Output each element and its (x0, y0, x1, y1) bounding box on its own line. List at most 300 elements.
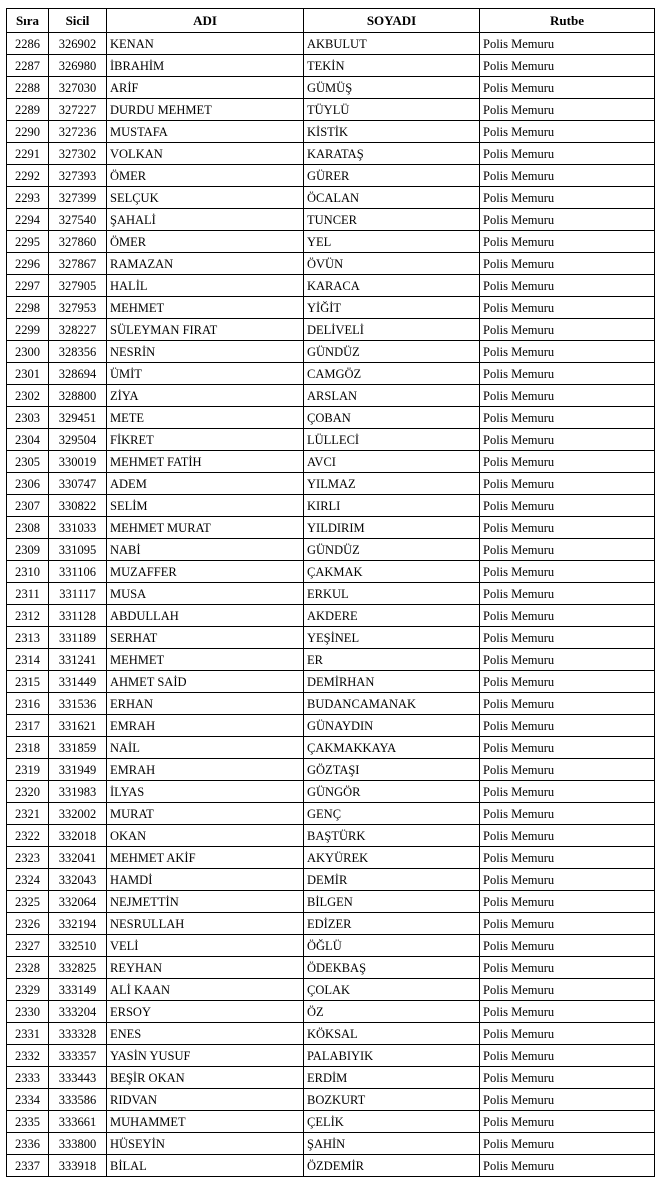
cell-soyadi: KÖKSAL (304, 1023, 480, 1045)
cell-sicil: 332825 (49, 957, 107, 979)
table-header-row (7, 9, 655, 33)
cell-rutbe: Polis Memuru (480, 957, 655, 979)
cell-soyadi: ÖZDEMİR (304, 1155, 480, 1177)
cell-sira: 2298 (7, 297, 49, 319)
cell-sicil: 331117 (49, 583, 107, 605)
cell-sira: 2301 (7, 363, 49, 385)
cell-soyadi: YILDIRIM (304, 517, 480, 539)
cell-soyadi: TUNCER (304, 209, 480, 231)
table-row (7, 847, 655, 869)
table-row (7, 869, 655, 891)
cell-soyadi: GÖZTAŞI (304, 759, 480, 781)
cell-sicil: 326980 (49, 55, 107, 77)
cell-rutbe: Polis Memuru (480, 561, 655, 583)
cell-sira: 2297 (7, 275, 49, 297)
table-row (7, 891, 655, 913)
cell-sira: 2335 (7, 1111, 49, 1133)
cell-rutbe: Polis Memuru (480, 1111, 655, 1133)
cell-rutbe: Polis Memuru (480, 143, 655, 165)
cell-soyadi: KİSTİK (304, 121, 480, 143)
cell-sicil: 331189 (49, 627, 107, 649)
cell-adi: MUSA (107, 583, 304, 605)
cell-rutbe: Polis Memuru (480, 121, 655, 143)
cell-sicil: 332064 (49, 891, 107, 913)
cell-sicil: 333800 (49, 1133, 107, 1155)
cell-sicil: 327860 (49, 231, 107, 253)
table-row (7, 495, 655, 517)
cell-adi: NEJMETTİN (107, 891, 304, 913)
cell-sira: 2290 (7, 121, 49, 143)
cell-rutbe: Polis Memuru (480, 649, 655, 671)
table-row (7, 1089, 655, 1111)
table-row (7, 1111, 655, 1133)
table-row (7, 1023, 655, 1045)
cell-adi: SELİM (107, 495, 304, 517)
cell-rutbe: Polis Memuru (480, 891, 655, 913)
cell-rutbe: Polis Memuru (480, 99, 655, 121)
cell-soyadi: GÜNAYDIN (304, 715, 480, 737)
table-row (7, 1001, 655, 1023)
cell-sicil: 333443 (49, 1067, 107, 1089)
cell-sicil: 327393 (49, 165, 107, 187)
cell-sira: 2294 (7, 209, 49, 231)
cell-sicil: 332002 (49, 803, 107, 825)
cell-adi: ERHAN (107, 693, 304, 715)
cell-sira: 2289 (7, 99, 49, 121)
cell-sira: 2324 (7, 869, 49, 891)
table-row (7, 99, 655, 121)
table-row (7, 627, 655, 649)
cell-adi: ERSOY (107, 1001, 304, 1023)
cell-rutbe: Polis Memuru (480, 1045, 655, 1067)
personnel-table (6, 8, 655, 1177)
cell-soyadi: ÖDEKBAŞ (304, 957, 480, 979)
cell-sira: 2304 (7, 429, 49, 451)
cell-sira: 2323 (7, 847, 49, 869)
cell-sicil: 332510 (49, 935, 107, 957)
table-row (7, 275, 655, 297)
cell-soyadi: ÇELİK (304, 1111, 480, 1133)
cell-sira: 2287 (7, 55, 49, 77)
cell-adi: HALİL (107, 275, 304, 297)
cell-sira: 2308 (7, 517, 49, 539)
cell-soyadi: ERKUL (304, 583, 480, 605)
cell-rutbe: Polis Memuru (480, 605, 655, 627)
cell-sira: 2337 (7, 1155, 49, 1177)
cell-sira: 2292 (7, 165, 49, 187)
cell-rutbe: Polis Memuru (480, 979, 655, 1001)
cell-rutbe: Polis Memuru (480, 1067, 655, 1089)
cell-sira: 2319 (7, 759, 49, 781)
cell-rutbe: Polis Memuru (480, 1089, 655, 1111)
cell-adi: MEHMET AKİF (107, 847, 304, 869)
cell-rutbe: Polis Memuru (480, 495, 655, 517)
cell-adi: KENAN (107, 33, 304, 55)
cell-rutbe: Polis Memuru (480, 451, 655, 473)
cell-sira: 2310 (7, 561, 49, 583)
cell-sicil: 327905 (49, 275, 107, 297)
cell-adi: İBRAHİM (107, 55, 304, 77)
cell-sicil: 326902 (49, 33, 107, 55)
cell-adi: MUZAFFER (107, 561, 304, 583)
cell-soyadi: GÜMÜŞ (304, 77, 480, 99)
cell-rutbe: Polis Memuru (480, 825, 655, 847)
table-row (7, 517, 655, 539)
cell-sicil: 327236 (49, 121, 107, 143)
cell-soyadi: AKDERE (304, 605, 480, 627)
cell-sicil: 328800 (49, 385, 107, 407)
cell-adi: AHMET SAİD (107, 671, 304, 693)
cell-soyadi: BUDANCAMANAK (304, 693, 480, 715)
cell-rutbe: Polis Memuru (480, 869, 655, 891)
cell-sicil: 330822 (49, 495, 107, 517)
cell-soyadi: ÇAKMAK (304, 561, 480, 583)
cell-adi: DURDU MEHMET (107, 99, 304, 121)
cell-soyadi: TEKİN (304, 55, 480, 77)
cell-soyadi: CAMGÖZ (304, 363, 480, 385)
cell-adi: ALİ KAAN (107, 979, 304, 1001)
cell-soyadi: YİĞİT (304, 297, 480, 319)
cell-sicil: 332041 (49, 847, 107, 869)
cell-sicil: 330747 (49, 473, 107, 495)
table-row (7, 825, 655, 847)
cell-soyadi: KARATAŞ (304, 143, 480, 165)
cell-sira: 2330 (7, 1001, 49, 1023)
cell-sicil: 328694 (49, 363, 107, 385)
cell-adi: ŞAHALİ (107, 209, 304, 231)
cell-sira: 2329 (7, 979, 49, 1001)
cell-adi: ÖMER (107, 231, 304, 253)
cell-adi: RIDVAN (107, 1089, 304, 1111)
cell-sira: 2314 (7, 649, 49, 671)
cell-rutbe: Polis Memuru (480, 363, 655, 385)
cell-soyadi: ŞAHİN (304, 1133, 480, 1155)
table-row (7, 649, 655, 671)
table-row (7, 253, 655, 275)
cell-sira: 2300 (7, 341, 49, 363)
cell-sira: 2296 (7, 253, 49, 275)
cell-soyadi: AKBULUT (304, 33, 480, 55)
table-row (7, 979, 655, 1001)
cell-adi: SELÇUK (107, 187, 304, 209)
cell-sicil: 331095 (49, 539, 107, 561)
cell-adi: MEHMET MURAT (107, 517, 304, 539)
table-row (7, 737, 655, 759)
cell-adi: BİLAL (107, 1155, 304, 1177)
cell-sicil: 327953 (49, 297, 107, 319)
cell-adi: ENES (107, 1023, 304, 1045)
cell-rutbe: Polis Memuru (480, 803, 655, 825)
column-header-rutbe: Rutbe (480, 9, 655, 33)
cell-sira: 2309 (7, 539, 49, 561)
cell-sicil: 331033 (49, 517, 107, 539)
cell-rutbe: Polis Memuru (480, 55, 655, 77)
cell-sicil: 333586 (49, 1089, 107, 1111)
cell-sira: 2326 (7, 913, 49, 935)
cell-soyadi: DEMİR (304, 869, 480, 891)
cell-sicil: 331621 (49, 715, 107, 737)
cell-sicil: 331241 (49, 649, 107, 671)
cell-adi: EMRAH (107, 715, 304, 737)
cell-sicil: 331128 (49, 605, 107, 627)
cell-adi: MUSTAFA (107, 121, 304, 143)
cell-sicil: 333918 (49, 1155, 107, 1177)
table-row (7, 231, 655, 253)
cell-rutbe: Polis Memuru (480, 385, 655, 407)
table-row (7, 715, 655, 737)
cell-sicil: 327302 (49, 143, 107, 165)
cell-sira: 2291 (7, 143, 49, 165)
cell-sira: 2316 (7, 693, 49, 715)
cell-sicil: 327540 (49, 209, 107, 231)
cell-adi: EMRAH (107, 759, 304, 781)
cell-adi: ÜMİT (107, 363, 304, 385)
cell-soyadi: GÜRER (304, 165, 480, 187)
cell-rutbe: Polis Memuru (480, 539, 655, 561)
table-row (7, 209, 655, 231)
table-row (7, 605, 655, 627)
cell-rutbe: Polis Memuru (480, 341, 655, 363)
cell-sira: 2288 (7, 77, 49, 99)
table-row (7, 55, 655, 77)
cell-soyadi: ÇOLAK (304, 979, 480, 1001)
cell-adi: METE (107, 407, 304, 429)
cell-sira: 2299 (7, 319, 49, 341)
cell-rutbe: Polis Memuru (480, 187, 655, 209)
cell-rutbe: Polis Memuru (480, 671, 655, 693)
cell-rutbe: Polis Memuru (480, 737, 655, 759)
cell-rutbe: Polis Memuru (480, 627, 655, 649)
cell-soyadi: ÖVÜN (304, 253, 480, 275)
table-row (7, 341, 655, 363)
table-row (7, 187, 655, 209)
table-row (7, 473, 655, 495)
table-row (7, 781, 655, 803)
cell-rutbe: Polis Memuru (480, 781, 655, 803)
cell-adi: VOLKAN (107, 143, 304, 165)
cell-soyadi: KIRLI (304, 495, 480, 517)
table-row (7, 957, 655, 979)
table-row (7, 693, 655, 715)
cell-adi: NESRİN (107, 341, 304, 363)
cell-rutbe: Polis Memuru (480, 319, 655, 341)
table-row (7, 165, 655, 187)
table-row (7, 33, 655, 55)
cell-adi: YASİN YUSUF (107, 1045, 304, 1067)
column-header-sira: Sıra (7, 9, 49, 33)
cell-sira: 2320 (7, 781, 49, 803)
cell-sira: 2331 (7, 1023, 49, 1045)
cell-sira: 2333 (7, 1067, 49, 1089)
cell-rutbe: Polis Memuru (480, 693, 655, 715)
cell-adi: İLYAS (107, 781, 304, 803)
cell-sicil: 327867 (49, 253, 107, 275)
cell-soyadi: ARSLAN (304, 385, 480, 407)
cell-rutbe: Polis Memuru (480, 33, 655, 55)
cell-sicil: 332018 (49, 825, 107, 847)
cell-sira: 2318 (7, 737, 49, 759)
table-row (7, 77, 655, 99)
cell-sicil: 329451 (49, 407, 107, 429)
table-row (7, 121, 655, 143)
cell-adi: VELİ (107, 935, 304, 957)
cell-soyadi: ÖCALAN (304, 187, 480, 209)
cell-rutbe: Polis Memuru (480, 1001, 655, 1023)
cell-soyadi: GÜNGÖR (304, 781, 480, 803)
cell-rutbe: Polis Memuru (480, 847, 655, 869)
cell-soyadi: TÜYLÜ (304, 99, 480, 121)
cell-soyadi: DELİVELİ (304, 319, 480, 341)
cell-adi: HAMDİ (107, 869, 304, 891)
cell-soyadi: ÇOBAN (304, 407, 480, 429)
cell-sicil: 332194 (49, 913, 107, 935)
cell-soyadi: ÖZ (304, 1001, 480, 1023)
cell-soyadi: ÇAKMAKKAYA (304, 737, 480, 759)
cell-soyadi: GÜNDÜZ (304, 539, 480, 561)
cell-sira: 2303 (7, 407, 49, 429)
cell-adi: SÜLEYMAN FIRAT (107, 319, 304, 341)
table-row (7, 429, 655, 451)
cell-sira: 2334 (7, 1089, 49, 1111)
cell-rutbe: Polis Memuru (480, 715, 655, 737)
cell-adi: NAİL (107, 737, 304, 759)
cell-adi: SERHAT (107, 627, 304, 649)
cell-rutbe: Polis Memuru (480, 297, 655, 319)
cell-soyadi: GENÇ (304, 803, 480, 825)
cell-sicil: 327227 (49, 99, 107, 121)
cell-rutbe: Polis Memuru (480, 913, 655, 935)
table-row (7, 385, 655, 407)
cell-adi: ZİYA (107, 385, 304, 407)
cell-sira: 2286 (7, 33, 49, 55)
cell-adi: MURAT (107, 803, 304, 825)
cell-sicil: 331949 (49, 759, 107, 781)
cell-rutbe: Polis Memuru (480, 935, 655, 957)
cell-sicil: 331983 (49, 781, 107, 803)
cell-adi: ADEM (107, 473, 304, 495)
table-row (7, 583, 655, 605)
cell-rutbe: Polis Memuru (480, 1133, 655, 1155)
table-header (7, 9, 655, 33)
cell-sicil: 333661 (49, 1111, 107, 1133)
cell-sira: 2307 (7, 495, 49, 517)
cell-adi: ARİF (107, 77, 304, 99)
cell-sira: 2322 (7, 825, 49, 847)
cell-soyadi: DEMİRHAN (304, 671, 480, 693)
cell-sicil: 331106 (49, 561, 107, 583)
cell-rutbe: Polis Memuru (480, 209, 655, 231)
cell-adi: FİKRET (107, 429, 304, 451)
table-row (7, 451, 655, 473)
cell-adi: MEHMET (107, 649, 304, 671)
cell-adi: ABDULLAH (107, 605, 304, 627)
table-row (7, 1155, 655, 1177)
cell-soyadi: AVCI (304, 451, 480, 473)
cell-sicil: 329504 (49, 429, 107, 451)
table-row (7, 297, 655, 319)
table-row (7, 671, 655, 693)
column-header-sicil: Sicil (49, 9, 107, 33)
cell-sira: 2306 (7, 473, 49, 495)
cell-soyadi: BOZKURT (304, 1089, 480, 1111)
table-body (7, 33, 655, 1177)
table-row (7, 759, 655, 781)
cell-sira: 2295 (7, 231, 49, 253)
cell-adi: MEHMET FATİH (107, 451, 304, 473)
table-row (7, 1067, 655, 1089)
cell-sicil: 330019 (49, 451, 107, 473)
cell-soyadi: KARACA (304, 275, 480, 297)
cell-sicil: 328227 (49, 319, 107, 341)
cell-rutbe: Polis Memuru (480, 429, 655, 451)
cell-rutbe: Polis Memuru (480, 407, 655, 429)
cell-sicil: 332043 (49, 869, 107, 891)
cell-soyadi: AKYÜREK (304, 847, 480, 869)
cell-rutbe: Polis Memuru (480, 275, 655, 297)
table-row (7, 803, 655, 825)
cell-rutbe: Polis Memuru (480, 473, 655, 495)
table-row (7, 913, 655, 935)
table-row (7, 143, 655, 165)
cell-sicil: 327030 (49, 77, 107, 99)
cell-sicil: 331859 (49, 737, 107, 759)
cell-sira: 2312 (7, 605, 49, 627)
cell-sira: 2311 (7, 583, 49, 605)
table-row (7, 539, 655, 561)
cell-sicil: 328356 (49, 341, 107, 363)
cell-adi: NESRULLAH (107, 913, 304, 935)
column-header-soyadi: SOYADI (304, 9, 480, 33)
cell-rutbe: Polis Memuru (480, 253, 655, 275)
cell-sicil: 333204 (49, 1001, 107, 1023)
cell-sicil: 331449 (49, 671, 107, 693)
table-row (7, 1045, 655, 1067)
cell-soyadi: ER (304, 649, 480, 671)
cell-adi: BEŞİR OKAN (107, 1067, 304, 1089)
cell-rutbe: Polis Memuru (480, 231, 655, 253)
table-row (7, 935, 655, 957)
cell-soyadi: ERDİM (304, 1067, 480, 1089)
cell-adi: HÜSEYİN (107, 1133, 304, 1155)
cell-sicil: 333149 (49, 979, 107, 1001)
cell-sicil: 331536 (49, 693, 107, 715)
cell-rutbe: Polis Memuru (480, 165, 655, 187)
table-row (7, 319, 655, 341)
cell-soyadi: PALABIYIK (304, 1045, 480, 1067)
cell-sira: 2327 (7, 935, 49, 957)
table-row (7, 561, 655, 583)
cell-sira: 2321 (7, 803, 49, 825)
cell-rutbe: Polis Memuru (480, 583, 655, 605)
table-row (7, 1133, 655, 1155)
cell-sira: 2315 (7, 671, 49, 693)
column-header-adi: ADI (107, 9, 304, 33)
cell-sicil: 333357 (49, 1045, 107, 1067)
cell-adi: NABİ (107, 539, 304, 561)
cell-soyadi: BİLGEN (304, 891, 480, 913)
cell-adi: REYHAN (107, 957, 304, 979)
table-row (7, 363, 655, 385)
cell-rutbe: Polis Memuru (480, 517, 655, 539)
cell-adi: OKAN (107, 825, 304, 847)
cell-adi: MEHMET (107, 297, 304, 319)
cell-soyadi: YEL (304, 231, 480, 253)
cell-rutbe: Polis Memuru (480, 77, 655, 99)
cell-soyadi: YILMAZ (304, 473, 480, 495)
cell-soyadi: EDİZER (304, 913, 480, 935)
cell-sira: 2313 (7, 627, 49, 649)
cell-soyadi: ÖĞLÜ (304, 935, 480, 957)
